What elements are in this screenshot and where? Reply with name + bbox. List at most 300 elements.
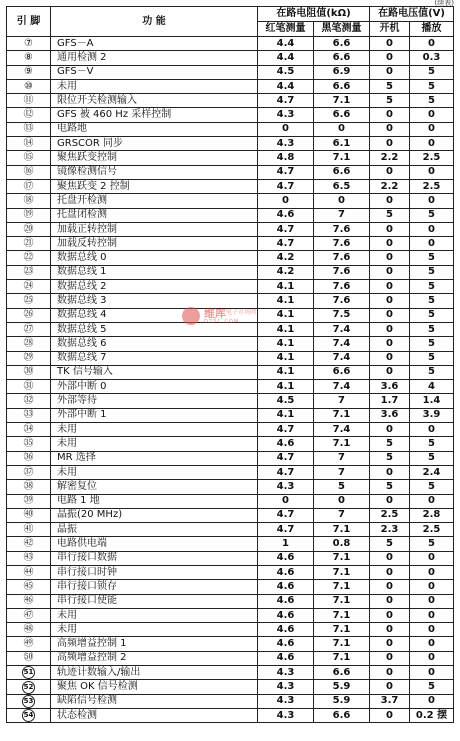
pin-number: ㉞: [23, 423, 34, 435]
pin-number: ㊷: [23, 538, 34, 550]
function-cell: 通用检测 2: [51, 51, 258, 65]
function-cell: 状态检测: [51, 708, 258, 722]
play-cell: 2.5: [410, 523, 454, 537]
pin-number: 54: [22, 709, 35, 722]
pin-number: ㉜: [23, 395, 34, 407]
function-cell: 高频增益控制 2: [51, 651, 258, 665]
function-cell: 数据总线 3: [51, 294, 258, 308]
red-probe-cell: 4.6: [258, 623, 314, 637]
pin-number: ㉑: [23, 237, 34, 249]
function-cell: 晶振: [51, 523, 258, 537]
table-row: [7, 680, 454, 694]
red-probe-cell: 4.3: [258, 666, 314, 680]
function-cell: 数据总线 1: [51, 265, 258, 279]
table-row: [7, 594, 454, 608]
table-row: [7, 565, 454, 579]
pin-number: ㊳: [23, 480, 34, 492]
play-cell: 5: [410, 208, 454, 222]
pin-cell: [7, 79, 51, 93]
pin-number: ㊼: [23, 609, 34, 621]
pin-number: ㉗: [23, 323, 34, 335]
black-probe-cell: 7.5: [314, 308, 370, 322]
pin-cell: [7, 137, 51, 151]
black-probe-cell: 7.1: [314, 94, 370, 108]
pin-cell: [7, 94, 51, 108]
play-cell: 5: [410, 337, 454, 351]
table-row: [7, 365, 454, 379]
power-on-cell: 0: [370, 308, 410, 322]
table-row: [7, 380, 454, 394]
red-probe-cell: 4.7: [258, 237, 314, 251]
play-cell: 5: [410, 537, 454, 551]
pin-number: ⑯: [23, 166, 34, 178]
red-probe-cell: 4.6: [258, 637, 314, 651]
red-probe-cell: 4.8: [258, 151, 314, 165]
power-on-cell: 0: [370, 651, 410, 665]
function-cell: 缺陷信号检测: [51, 694, 258, 708]
power-on-cell: 0: [370, 551, 410, 565]
table-row: [7, 451, 454, 465]
red-probe-cell: 4.1: [258, 351, 314, 365]
red-probe-cell: 4.2: [258, 265, 314, 279]
power-on-cell: 0: [370, 51, 410, 65]
table-row: [7, 580, 454, 594]
power-on-cell: 3.6: [370, 408, 410, 422]
pin-cell: [7, 494, 51, 508]
red-probe-cell: 4.3: [258, 708, 314, 722]
header-black-probe: 黑笔测量: [314, 22, 370, 37]
pin-number: ⑰: [23, 180, 34, 192]
play-cell: 0: [410, 165, 454, 179]
red-probe-cell: 4.1: [258, 294, 314, 308]
pin-number: ⑦: [24, 37, 33, 49]
red-probe-cell: 4.7: [258, 222, 314, 236]
function-cell: 数据总线 2: [51, 280, 258, 294]
pin-number: ⑩: [24, 80, 33, 92]
black-probe-cell: 7: [314, 508, 370, 522]
black-probe-cell: 7.4: [314, 322, 370, 336]
red-probe-cell: 4.3: [258, 137, 314, 151]
black-probe-cell: 7.1: [314, 151, 370, 165]
table-row: [7, 537, 454, 551]
function-cell: 电路供电端: [51, 537, 258, 551]
table-row: [7, 623, 454, 637]
black-probe-cell: 5: [314, 480, 370, 494]
red-probe-cell: 4.7: [258, 508, 314, 522]
play-cell: 5: [410, 280, 454, 294]
play-cell: 4: [410, 380, 454, 394]
black-probe-cell: 0: [314, 122, 370, 136]
red-probe-cell: 4.4: [258, 51, 314, 65]
table-row: [7, 51, 454, 65]
power-on-cell: 0: [370, 565, 410, 579]
function-cell: MR 选择: [51, 451, 258, 465]
power-on-cell: 5: [370, 480, 410, 494]
power-on-cell: 5: [370, 208, 410, 222]
pin-cell: [7, 308, 51, 322]
header-play: 播放: [410, 22, 454, 37]
function-cell: 高频增益控制 1: [51, 637, 258, 651]
black-probe-cell: 0: [314, 494, 370, 508]
black-probe-cell: 7.6: [314, 294, 370, 308]
play-cell: 2.8: [410, 508, 454, 522]
pin-number: ⑪: [23, 94, 34, 106]
pin-cell: [7, 265, 51, 279]
red-probe-cell: 4.3: [258, 694, 314, 708]
table-row: [7, 351, 454, 365]
power-on-cell: 3.6: [370, 380, 410, 394]
table-row: [7, 708, 454, 722]
function-cell: 轨迹计数输入/输出: [51, 666, 258, 680]
pin-cell: [7, 122, 51, 136]
function-cell: GRSCOR 同步: [51, 137, 258, 151]
table-row: [7, 637, 454, 651]
play-cell: 0.3: [410, 51, 454, 65]
table-row: [7, 222, 454, 236]
function-cell: 串行接口使能: [51, 594, 258, 608]
black-probe-cell: 6.6: [314, 51, 370, 65]
pin-number: ⑫: [23, 109, 34, 121]
play-cell: 0: [410, 122, 454, 136]
function-cell: 未用: [51, 437, 258, 451]
power-on-cell: 0: [370, 337, 410, 351]
play-cell: 0: [410, 237, 454, 251]
table-row: [7, 151, 454, 165]
table-row: [7, 79, 454, 93]
header-row-top: [7, 7, 454, 22]
pin-cell: [7, 437, 51, 451]
pin-cell: [7, 465, 51, 479]
red-probe-cell: 4.1: [258, 280, 314, 294]
red-probe-cell: 4.3: [258, 480, 314, 494]
red-probe-cell: 4.5: [258, 394, 314, 408]
watermark-logo-icon: [182, 307, 200, 325]
function-cell: 数据总线 7: [51, 351, 258, 365]
pin-cell: [7, 565, 51, 579]
table-row: [7, 666, 454, 680]
black-probe-cell: 7.1: [314, 651, 370, 665]
power-on-cell: 2.2: [370, 179, 410, 193]
red-probe-cell: 4.6: [258, 580, 314, 594]
power-on-cell: 0: [370, 594, 410, 608]
black-probe-cell: 7.1: [314, 523, 370, 537]
black-probe-cell: 6.6: [314, 37, 370, 51]
play-cell: 0: [410, 666, 454, 680]
pin-cell: [7, 280, 51, 294]
play-cell: 3.9: [410, 408, 454, 422]
pin-number: ㉛: [23, 380, 34, 392]
table-row: [7, 265, 454, 279]
pin-cell: [7, 179, 51, 193]
pin-number: ㉚: [23, 366, 34, 378]
pin-cell: [7, 351, 51, 365]
black-probe-cell: 7.6: [314, 251, 370, 265]
table-row: [7, 608, 454, 622]
play-cell: 5: [410, 294, 454, 308]
table-row: [7, 408, 454, 422]
red-probe-cell: 4.5: [258, 65, 314, 79]
pin-number: ㉓: [23, 266, 34, 278]
play-cell: 5: [410, 351, 454, 365]
table-row: [7, 251, 454, 265]
table-row: [7, 208, 454, 222]
red-probe-cell: 4.6: [258, 594, 314, 608]
function-cell: 数据总线 4: [51, 308, 258, 322]
play-cell: 0: [410, 108, 454, 122]
pin-number: 51: [22, 666, 35, 679]
play-cell: 5: [410, 251, 454, 265]
table-row: [7, 108, 454, 122]
watermark: [182, 305, 278, 327]
power-on-cell: 5: [370, 537, 410, 551]
red-probe-cell: 4.1: [258, 337, 314, 351]
power-on-cell: 0: [370, 465, 410, 479]
header-power-on: 开机: [370, 22, 410, 37]
red-probe-cell: 4.6: [258, 565, 314, 579]
function-cell: 外部等待: [51, 394, 258, 408]
power-on-cell: 0: [370, 708, 410, 722]
pin-cell: [7, 680, 51, 694]
power-on-cell: 0: [370, 637, 410, 651]
function-cell: 解密复位: [51, 480, 258, 494]
function-cell: 聚焦跃变 2 控制: [51, 179, 258, 193]
pin-number: ㊺: [23, 580, 34, 592]
function-cell: 数据总线 5: [51, 322, 258, 336]
red-probe-cell: 4.7: [258, 94, 314, 108]
pin-cell: [7, 423, 51, 437]
power-on-cell: 0: [370, 608, 410, 622]
pin-number: 53: [22, 695, 35, 708]
continued-note: (续表): [434, 0, 454, 7]
black-probe-cell: 7.1: [314, 408, 370, 422]
red-probe-cell: 4.4: [258, 37, 314, 51]
play-cell: 0: [410, 551, 454, 565]
function-cell: 电路 1 地: [51, 494, 258, 508]
black-probe-cell: 7.4: [314, 351, 370, 365]
function-cell: 串行接口时钟: [51, 565, 258, 579]
pin-number: ㊿: [23, 652, 34, 664]
pin-cell: [7, 322, 51, 336]
play-cell: 0: [410, 423, 454, 437]
power-on-cell: 2.5: [370, 508, 410, 522]
pin-number: ㉔: [23, 280, 34, 292]
red-probe-cell: 0: [258, 494, 314, 508]
black-probe-cell: 5.9: [314, 680, 370, 694]
function-cell: 未用: [51, 623, 258, 637]
power-on-cell: 0: [370, 322, 410, 336]
power-on-cell: 0: [370, 666, 410, 680]
header-red-probe: 红笔测量: [258, 22, 314, 37]
pin-cell: [7, 37, 51, 51]
function-cell: 数据总线 0: [51, 251, 258, 265]
pin-number: ㉝: [23, 409, 34, 421]
pin-cell: [7, 108, 51, 122]
red-probe-cell: 4.6: [258, 208, 314, 222]
pin-cell: [7, 237, 51, 251]
black-probe-cell: 7.4: [314, 423, 370, 437]
pin-cell: [7, 666, 51, 680]
red-probe-cell: 4.7: [258, 165, 314, 179]
power-on-cell: 0: [370, 65, 410, 79]
pin-number: ⑧: [24, 51, 33, 63]
header-voltage: 在路电压值(V): [370, 7, 454, 22]
pin-cell: [7, 337, 51, 351]
pin-cell: [7, 608, 51, 622]
pin-function-table: [6, 6, 454, 723]
function-cell: 外部中断 0: [51, 380, 258, 394]
black-probe-cell: 7.1: [314, 565, 370, 579]
table-row: [7, 94, 454, 108]
table-row: [7, 437, 454, 451]
power-on-cell: 2.2: [370, 151, 410, 165]
pin-cell: [7, 51, 51, 65]
black-probe-cell: 7.6: [314, 265, 370, 279]
table-row: [7, 480, 454, 494]
pin-cell: [7, 294, 51, 308]
red-probe-cell: 4.3: [258, 680, 314, 694]
play-cell: 5: [410, 680, 454, 694]
play-cell: 0: [410, 137, 454, 151]
pin-number: ㉕: [23, 294, 34, 306]
table-row: [7, 651, 454, 665]
pin-number: ㊹: [23, 566, 34, 578]
black-probe-cell: 7.1: [314, 580, 370, 594]
black-probe-cell: 7: [314, 208, 370, 222]
table-row: [7, 394, 454, 408]
table-row: [7, 423, 454, 437]
power-on-cell: 5: [370, 451, 410, 465]
power-on-cell: 0: [370, 494, 410, 508]
play-cell: 2.5: [410, 151, 454, 165]
play-cell: 0: [410, 623, 454, 637]
pin-cell: [7, 508, 51, 522]
pin-cell: [7, 194, 51, 208]
power-on-cell: 0: [370, 251, 410, 265]
pin-number: ㊻: [23, 595, 34, 607]
red-probe-cell: 4.1: [258, 380, 314, 394]
table-row: [7, 551, 454, 565]
red-probe-cell: 4.7: [258, 451, 314, 465]
pin-cell: [7, 165, 51, 179]
power-on-cell: 0: [370, 237, 410, 251]
pin-cell: [7, 651, 51, 665]
black-probe-cell: 0.8: [314, 537, 370, 551]
function-cell: 托盘闭检测: [51, 208, 258, 222]
red-probe-cell: 4.7: [258, 465, 314, 479]
pin-number: ㊽: [23, 623, 34, 635]
pin-cell: [7, 708, 51, 722]
black-probe-cell: 7: [314, 394, 370, 408]
black-probe-cell: 7.1: [314, 437, 370, 451]
red-probe-cell: 4.6: [258, 651, 314, 665]
table-row: [7, 237, 454, 251]
power-on-cell: 0: [370, 37, 410, 51]
red-probe-cell: 1: [258, 537, 314, 551]
table-row: [7, 122, 454, 136]
table-row: [7, 37, 454, 51]
function-cell: 电路地: [51, 122, 258, 136]
power-on-cell: 0: [370, 294, 410, 308]
function-cell: 聚焦 OK 信号检测: [51, 680, 258, 694]
black-probe-cell: 6.6: [314, 708, 370, 722]
black-probe-cell: 7.1: [314, 551, 370, 565]
pin-cell: [7, 408, 51, 422]
pin-number: ⑱: [23, 194, 34, 206]
red-probe-cell: 4.1: [258, 322, 314, 336]
black-probe-cell: 6.9: [314, 65, 370, 79]
pin-number: ㉒: [23, 252, 34, 264]
pin-cell: [7, 551, 51, 565]
pin-number: ⑬: [23, 123, 34, 135]
black-probe-cell: 6.6: [314, 666, 370, 680]
pin-number: ㊲: [23, 466, 34, 478]
play-cell: 0: [410, 222, 454, 236]
play-cell: 1.4: [410, 394, 454, 408]
pin-number: ㊴: [23, 495, 34, 507]
pin-cell: [7, 365, 51, 379]
watermark-sub: 电子市场网: [226, 309, 257, 316]
black-probe-cell: 6.6: [314, 79, 370, 93]
play-cell: 5: [410, 451, 454, 465]
black-probe-cell: 7.1: [314, 608, 370, 622]
red-probe-cell: 4.6: [258, 551, 314, 565]
pin-cell: [7, 523, 51, 537]
pin-number: ㊾: [23, 638, 34, 650]
black-probe-cell: 7.6: [314, 280, 370, 294]
black-probe-cell: 6.1: [314, 137, 370, 151]
function-cell: 数据总线 6: [51, 337, 258, 351]
header-pin: 引 脚: [7, 7, 51, 37]
play-cell: 5: [410, 94, 454, 108]
power-on-cell: 0: [370, 165, 410, 179]
function-cell: 未用: [51, 423, 258, 437]
table-row: [7, 337, 454, 351]
red-probe-cell: 4.7: [258, 423, 314, 437]
play-cell: 5: [410, 65, 454, 79]
play-cell: 0: [410, 494, 454, 508]
black-probe-cell: 7.6: [314, 222, 370, 236]
red-probe-cell: 4.7: [258, 179, 314, 193]
power-on-cell: 0: [370, 108, 410, 122]
power-on-cell: 0: [370, 623, 410, 637]
play-cell: 0: [410, 580, 454, 594]
black-probe-cell: 7.1: [314, 594, 370, 608]
table-row: [7, 179, 454, 193]
function-cell: TK 信号输入: [51, 365, 258, 379]
pin-number: ㊵: [23, 509, 34, 521]
function-cell: GFS－V: [51, 65, 258, 79]
pin-cell: [7, 637, 51, 651]
table-row: [7, 694, 454, 708]
red-probe-cell: 4.1: [258, 308, 314, 322]
black-probe-cell: 7.4: [314, 337, 370, 351]
function-cell: 托盘开检测: [51, 194, 258, 208]
pin-number: ㊸: [23, 552, 34, 564]
power-on-cell: 2.3: [370, 523, 410, 537]
pin-cell: [7, 251, 51, 265]
red-probe-cell: 4.6: [258, 437, 314, 451]
pin-number: ⑳: [23, 223, 34, 235]
power-on-cell: 0: [370, 351, 410, 365]
function-cell: 未用: [51, 79, 258, 93]
black-probe-cell: 6.5: [314, 179, 370, 193]
pin-cell: [7, 394, 51, 408]
table-row: [7, 523, 454, 537]
power-on-cell: 0: [370, 280, 410, 294]
function-cell: 外部中断 1: [51, 408, 258, 422]
function-cell: 串行接口锁存: [51, 580, 258, 594]
pin-cell: [7, 537, 51, 551]
